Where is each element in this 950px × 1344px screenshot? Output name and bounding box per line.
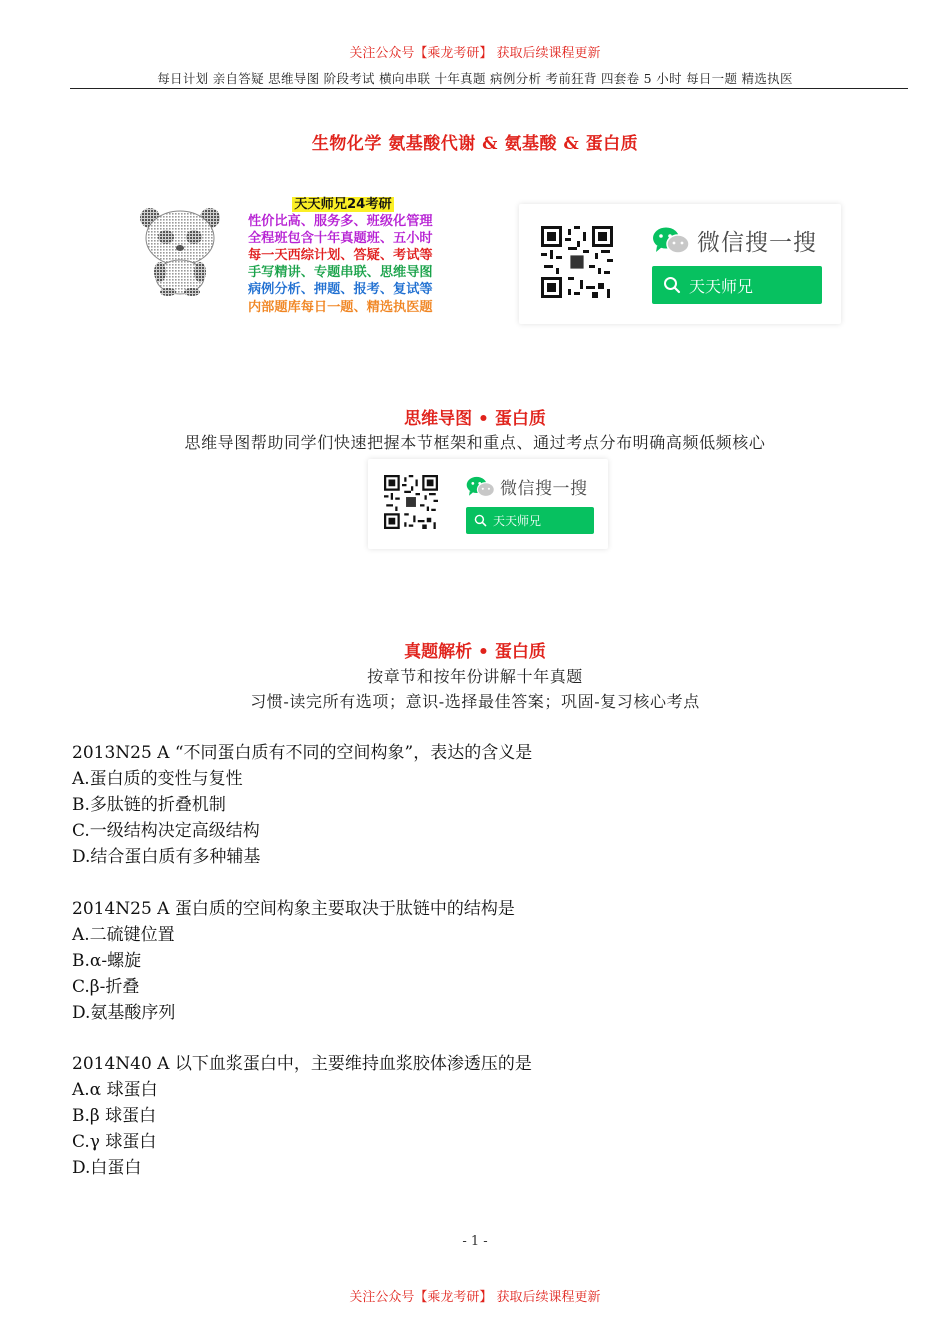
question-option: B.β 球蛋白 (72, 1106, 157, 1126)
promo-text (248, 196, 463, 316)
wechat-logo-icon (465, 475, 496, 498)
analysis-subtitle: 按章节和按年份讲解十年真题 (367, 667, 583, 686)
question-option: A.二硫键位置 (72, 925, 175, 945)
question-block (72, 896, 892, 1026)
mindmap-title: 思维导图 • 蛋白质 (404, 409, 546, 429)
question-option: A.α 球蛋白 (72, 1080, 158, 1100)
question-option: B.多肽链的折叠机制 (72, 795, 226, 815)
question-stem: 2014N25 A 蛋白质的空间构象主要取决于肽链中的结构是 (72, 899, 515, 919)
question-stem: 2013N25 A “不同蛋白质有不同的空间构象”，表达的含义是 (72, 743, 533, 763)
promo-line: 病例分析、押题、报考、复试等 (248, 282, 433, 298)
analysis-tips: 习惯-读完所有选项；意识-选择最佳答案；巩固-复习核心考点 (250, 692, 700, 711)
promo-line: 手写精讲、专题串联、思维导图 (248, 265, 433, 281)
search-icon (474, 514, 487, 527)
qr-code-icon (541, 226, 613, 298)
question-option: D.结合蛋白质有多种辅基 (72, 847, 261, 867)
question-block (72, 1051, 892, 1181)
wechat-account-name: 天天师兄 (493, 514, 542, 528)
wechat-search-header (465, 473, 588, 499)
header-divider (70, 88, 908, 89)
page-number: - 1 - (462, 1234, 488, 1249)
promo-line: 性价比高、服务多、班级化管理 (248, 214, 433, 230)
promo-title: 天天师兄24考研 (294, 197, 392, 212)
question-option: C.γ 球蛋白 (72, 1132, 157, 1152)
promo-line: 每一天西综计划、答疑、考试等 (248, 248, 433, 264)
promo-line: 内部题库每日一题、精选执医题 (248, 299, 433, 315)
feature-list: 每日计划 亲自答疑 思维导图 阶段考试 横向串联 十年真题 病例分析 考前狂背 四套卷 5 小时 每日一题 精选执医 (157, 71, 793, 86)
question-option: D.氨基酸序列 (72, 1003, 176, 1023)
question-option: A.蛋白质的变性与复性 (72, 769, 243, 789)
promo-line: 全程班包含十年真题班、五小时 (248, 231, 433, 247)
analysis-title: 真题解析 • 蛋白质 (404, 642, 546, 662)
question-option: C.β-折叠 (72, 977, 140, 997)
question-option: C.一级结构决定高级结构 (72, 821, 260, 841)
question-block (72, 740, 892, 870)
question-option: B.α-螺旋 (72, 951, 142, 971)
question-stem: 2014N40 A 以下血浆蛋白中，主要维持血浆胶体渗透压的是 (72, 1054, 532, 1074)
wechat-search-card[interactable] (368, 459, 608, 549)
wechat-search-header (651, 224, 817, 256)
question-option: D.白蛋白 (72, 1158, 142, 1178)
wechat-search-button[interactable] (652, 266, 822, 304)
panda-mascot-icon (136, 204, 224, 296)
wechat-search-label: 微信搜一搜 (500, 478, 588, 499)
search-icon (663, 276, 681, 294)
bottom-banner: 关注公众号【乘龙考研】 获取后续课程更新 (349, 1290, 601, 1305)
wechat-search-card[interactable] (519, 204, 841, 324)
document-title: 生物化学 氨基酸代谢 & 氨基酸 & 蛋白质 (311, 134, 639, 154)
wechat-logo-icon (651, 225, 691, 255)
top-banner: 关注公众号【乘龙考研】 获取后续课程更新 (349, 46, 601, 61)
wechat-search-button[interactable] (466, 507, 594, 534)
wechat-account-name: 天天师兄 (689, 276, 754, 296)
qr-code-icon (384, 475, 438, 529)
wechat-search-label: 微信搜一搜 (697, 229, 817, 256)
mindmap-subtitle: 思维导图帮助同学们快速把握本节框架和重点、通过考点分布明确高频低频核心 (184, 433, 766, 452)
